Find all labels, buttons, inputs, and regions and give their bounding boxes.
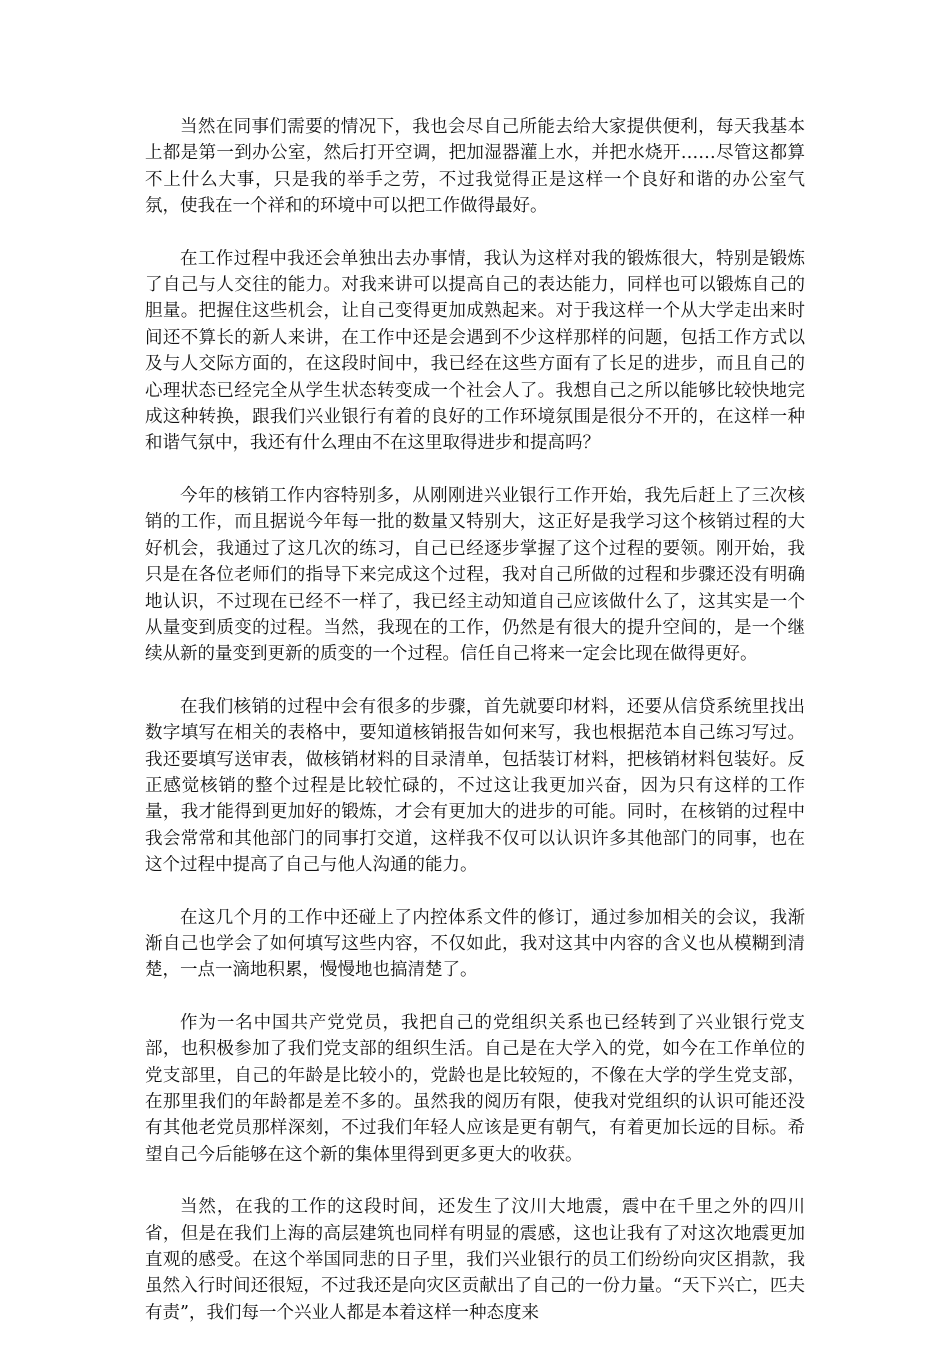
- paragraph-writeoff-steps: 在我们核销的过程中会有很多的步骤，首先就要印材料，还要从信贷系统里找出数字填写在相关的表格中，要知道核销报告如何来写，我也根据范本自己练习写过。我还要填写送审表，做核销材料的目录清单，包括装订材料，把核销材料包装好。反正感觉核销的整个过程是比较忙碌的，不过这让我更加兴奋，因为只有这样的工作量，我才能得到更加好的锻炼，才会有更加大的进步的可能。同时，在核销的过程中我会常常和其他部门的同事打交道，这样我不仅可以认识许多其他部门的同事，也在这个过程中提高了自己与他人沟通的能力。: [145, 696, 805, 876]
- document-body: [145, 114, 805, 1352]
- paragraph-internal-control: 在这几个月的工作中还碰上了内控体系文件的修订，通过参加相关的会议，我渐渐自己也学会了如何填写这些内容，不仅如此，我对这其中内容的含义也从模糊到清楚，一点一滴地积累，慢慢地也搞清楚了。: [145, 907, 805, 981]
- paragraph-writeoff-work: 今年的核销工作内容特别多，从刚刚进兴业银行工作开始，我先后赶上了三次核销的工作，而且据说今年每一批的数量又特别大，这正好是我学习这个核销过程的大好机会，我通过了这几次的练习，自己已经逐步掌握了这个过程的要领。刚开始，我只是在各位老师们的指导下来完成这个过程，我对自己所做的过程和步骤还没有明确地认识，不过现在已经不一样了，我已经主动知道自己应该做什么了，这其实是一个从量变到质变的过程。当然，我现在的工作，仍然是有很大的提升空间的，是一个继续从新的量变到更新的质变的一个过程。信任自己将来一定会比现在做得更好。: [145, 485, 805, 665]
- paragraph-party-member: 作为一名中国共产党党员，我把自己的党组织关系也已经转到了兴业银行党支部，也积极参加了我们党支部的组织生活。自己是在大学入的党，如今在工作单位的党支部里，自己的年龄是比较小的，党龄也是比较短的，不像在大学的学生党支部，在那里我们的年龄都是差不多的。虽然我的阅历有限，使我对党组织的认识可能还没有其他老党员那样深刻，不过我们年轻人应该是更有朝气，有着更加长远的目标。希望自己今后能够在这个新的集体里得到更多更大的收获。: [145, 1012, 805, 1165]
- paragraph-external-work: 在工作过程中我还会单独出去办事情，我认为这样对我的锻炼很大，特别是锻炼了自己与人交往的能力。对我来讲可以提高自己的表达能力，同样也可以锻炼自己的胆量。把握住这些机会，让自己变得更加成熟起来。对于我这样一个从大学走出来时间还不算长的新人来讲，在工作中还是会遇到不少这样那样的问题，包括工作方式以及与人交际方面的，在这段时间中，我已经在这些方面有了长足的进步，而且自己的心理状态已经完全从学生状态转变成一个社会人了。我想自己之所以能够比较快地完成这种转换，跟我们兴业银行有着的良好的工作环境氛围是很分不开的，在这样一种和谐气氛中，我还有什么理由不在这里取得进步和提高吗？: [145, 248, 805, 454]
- paragraph-office-convenience: 当然在同事们需要的情况下，我也会尽自己所能去给大家提供便利，每天我基本上都是第一到办公室，然后打开空调，把加湿器灌上水，并把水烧开……尽管这都算不上什么大事，只是我的举手之劳，不过我觉得正是这样一个良好和谐的办公室气氛，使我在一个祥和的环境中可以把工作做得最好。: [145, 117, 805, 217]
- paragraph-earthquake: 当然，在我的工作的这段时间，还发生了汶川大地震，震中在千里之外的四川省，但是在我们上海的高层建筑也同样有明显的震感，这也让我有了对这次地震更加直观的感受。在这个举国同悲的日子里，我们兴业银行的员工们纷纷向灾区捐款，我虽然入行时间还很短，不过我还是向灾区贡献出了自己的一份力量。“天下兴亡，匹夫有责”，我们每一个兴业人都是本着这样一种态度来: [145, 1197, 805, 1323]
